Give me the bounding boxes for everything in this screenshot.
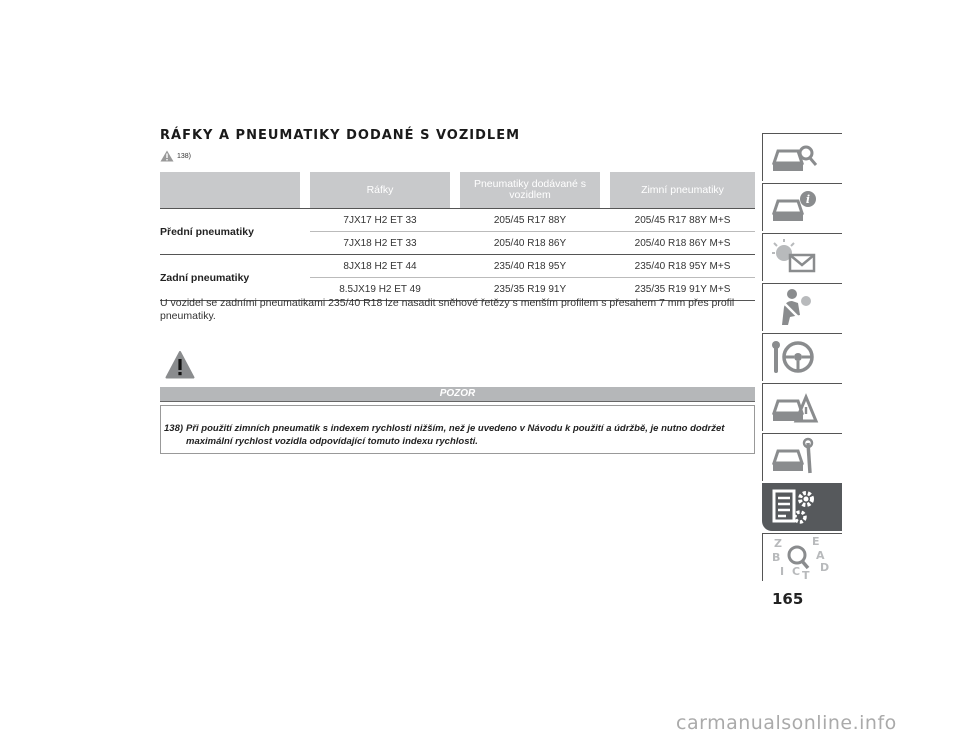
seat-airbag-person-icon: [770, 287, 818, 327]
warning-triangle-icon: [160, 150, 174, 162]
warning-lights-message-icon: [770, 237, 818, 277]
table-cell: 235/40 R18 95Y: [460, 255, 600, 278]
svg-text:I: I: [780, 565, 785, 578]
alphabetical-index-icon: [770, 535, 830, 582]
svg-text:C: C: [792, 565, 801, 578]
watermark: carmanualsonline.info: [676, 712, 897, 734]
nav-tab-technical-data[interactable]: [762, 483, 842, 531]
nav-tab-dashboard[interactable]: [762, 133, 842, 181]
svg-text:Z: Z: [774, 537, 782, 550]
table-cell: 235/40 R18 95Y M+S: [610, 255, 755, 278]
svg-text:B: B: [772, 551, 781, 564]
warning-heading: POZOR: [160, 387, 755, 402]
table-row: [160, 255, 755, 278]
table-cell: 8.5JX19 H2 ET 49: [310, 278, 450, 301]
table-header-rims: Ráfky: [310, 172, 450, 209]
car-info-icon: [770, 187, 818, 227]
table-cell: 205/45 R17 88Y M+S: [610, 209, 755, 232]
table-header-empty: [160, 172, 300, 209]
svg-text:i: i: [805, 193, 811, 206]
table-cell: 205/45 R17 88Y: [460, 209, 600, 232]
svg-text:D: D: [820, 561, 830, 574]
nav-tab-warning-lights[interactable]: [762, 233, 842, 281]
table-header-tyres-supplied: Pneumatiky dodávané s vozidlem: [460, 172, 600, 209]
table-cell: 8JX18 H2 ET 44: [310, 255, 450, 278]
car-wrench-icon: [770, 437, 818, 477]
page-number: 165: [772, 590, 804, 608]
table-cell: 205/40 R18 86Y M+S: [610, 232, 755, 255]
nav-tab-index[interactable]: [762, 533, 842, 581]
warning-number: 138): [164, 423, 184, 434]
svg-text:E: E: [812, 535, 820, 548]
table-header-winter-tyres: Zimní pneumatiky: [610, 172, 755, 209]
section-title: RÁFKY A PNEUMATIKY DODANÉ S VOZIDLEM: [160, 128, 521, 143]
svg-text:T: T: [802, 569, 810, 582]
nav-tab-driving[interactable]: [762, 333, 842, 381]
table-row: [160, 209, 755, 232]
snow-chain-note: U vozidel se zadními pneumatikami 235/40 R18 lze nasadit sněhové řetězy s menším profilem s přesahem 7 mm přes profil pneumatiky.: [160, 297, 735, 322]
warning-reference: [160, 150, 191, 162]
steering-gear-icon: [770, 337, 818, 377]
table-cell: 235/35 R19 91Y M+S: [610, 278, 755, 301]
dashboard-car-search-icon: [770, 137, 818, 177]
table-cell: 205/40 R18 86Y: [460, 232, 600, 255]
car-warning-triangle-icon: [770, 387, 818, 427]
nav-tab-safety[interactable]: [762, 283, 842, 331]
nav-tab-car-info[interactable]: [762, 183, 842, 231]
nav-tab-maintenance[interactable]: [762, 433, 842, 481]
technical-data-gears-icon: [770, 487, 826, 527]
table-header-row: [160, 172, 755, 209]
row-label-front: Přední pneumatiky: [160, 209, 300, 255]
warning-box: [160, 405, 755, 454]
table-cell: 7JX17 H2 ET 33: [310, 209, 450, 232]
table-cell: 7JX18 H2 ET 33: [310, 232, 450, 255]
svg-text:A: A: [816, 549, 825, 562]
nav-tab-emergency[interactable]: [762, 383, 842, 431]
row-label-rear: Zadní pneumatiky: [160, 255, 300, 301]
warning-triangle-icon: [165, 350, 195, 380]
warning-text: Při použití zimních pneumatik s indexem rychlosti nižším, než je uvedeno v Návodu k použití a údržbě, je nutno dodržet maximální rychlost vozidla odpovídající tomuto indexu rychlosti.: [186, 423, 725, 447]
warning-reference-number: 138): [177, 152, 192, 160]
tyre-spec-table: [160, 172, 755, 301]
table-cell: 235/35 R19 91Y: [460, 278, 600, 301]
